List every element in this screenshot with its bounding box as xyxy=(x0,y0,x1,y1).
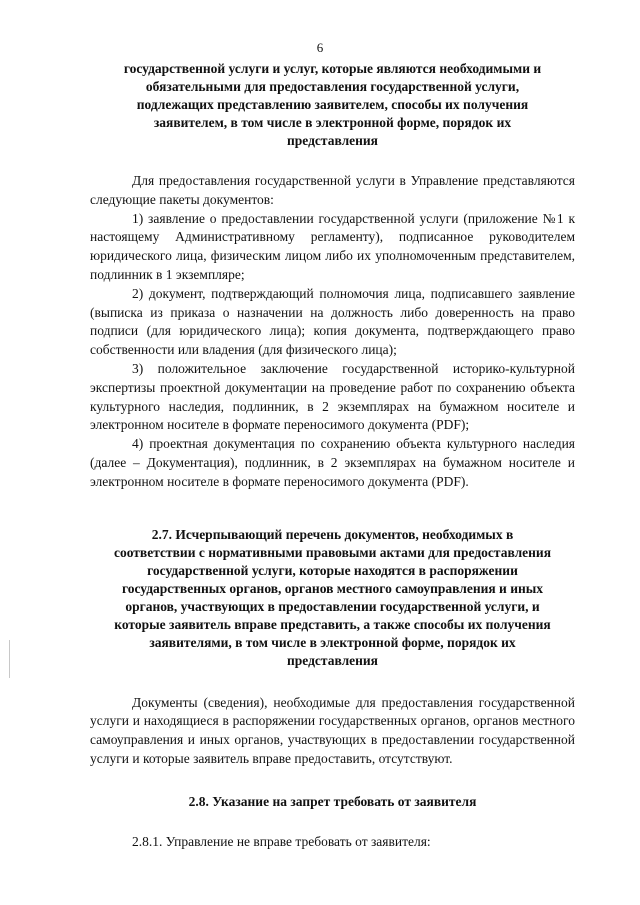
heading-line: государственной услуги и услуг, которые являются необходимыми и xyxy=(123,61,542,76)
page-number: 6 xyxy=(316,40,324,55)
heading-line: заявителями, в том числе в электронной форме, порядок их xyxy=(149,634,516,650)
intro-paragraph: Для предоставления государственной услуги в Управление представляются следующие пакеты документов: xyxy=(90,173,575,207)
heading-line: представления xyxy=(286,133,378,148)
heading-line: подлежащих представлению заявителем, способы их получения xyxy=(136,97,529,112)
section-2-8-heading: 2.8. Указание на запрет требовать от заявителя xyxy=(188,793,477,809)
heading-line: органов, участвующих в предоставлении государственной услуги, и xyxy=(125,598,540,614)
section-2-7-body: Документы (сведения), необходимые для предоставления государственной услуги и находящиеся в распоряжении государственных органов, органов местного самоуправления и иных органов, участвующих в предоставлении государственной услуги и которые заявитель вправе предоставить, отсутствуют. xyxy=(90,694,575,766)
heading-line: представления xyxy=(286,652,378,668)
heading-line: государственной услуги, которые находятся в распоряжении xyxy=(147,562,518,578)
section-2-8-1: 2.8.1. Управление не вправе требовать от заявителя: xyxy=(132,833,431,849)
list-item-4: 4) проектная документация по сохранению объекта культурного наследия (далее – Документация), подлинник, в 2 экземплярах на бумажном носителе и электронном носителе в формате переносимого документа (PDF). xyxy=(90,436,575,489)
margin-scan-mark xyxy=(9,640,10,678)
page-content xyxy=(90,60,575,852)
list-item-1: 1) заявление о предоставлении государственной услуги (приложение №1 к настоящему Административному регламенту), подписанное руководителем юридического лица, физическим лицом либо их уполномоченным представителем, подлинник в 1 экземпляре; xyxy=(90,210,575,282)
heading-line: которые заявитель вправе представить, а также способы их получения xyxy=(114,616,551,632)
list-item-2: 2) документ, подтверждающий полномочия лица, подписавшего заявление (выписка из приказа о назначении на должность либо доверенность на право подписи (для юридического лица); копия документа, подтверждающего право собственности или владения (для физического лица); xyxy=(90,285,575,358)
heading-line: соответствии с нормативными правовыми актами для предоставления xyxy=(113,544,552,560)
section-heading-top xyxy=(90,60,575,150)
heading-line: 2.7. Исчерпывающий перечень документов, необходимых в xyxy=(151,526,514,542)
heading-line: заявителем, в том числе в электронной форме, порядок их xyxy=(153,115,512,130)
heading-line: государственных органов, органов местного самоуправления и иных xyxy=(121,580,544,596)
section-2-7-heading xyxy=(90,526,575,670)
list-item-3: 3) положительное заключение государственной историко-культурной экспертизы проектной документации на проведение работ по сохранению объекта культурного наследия, подлинник, в 2 экземплярах на бумажном носителе и электронном носителе в формате переносимого документа (PDF); xyxy=(90,360,575,433)
heading-line: обязательными для предоставления государственной услуги, xyxy=(145,79,520,94)
